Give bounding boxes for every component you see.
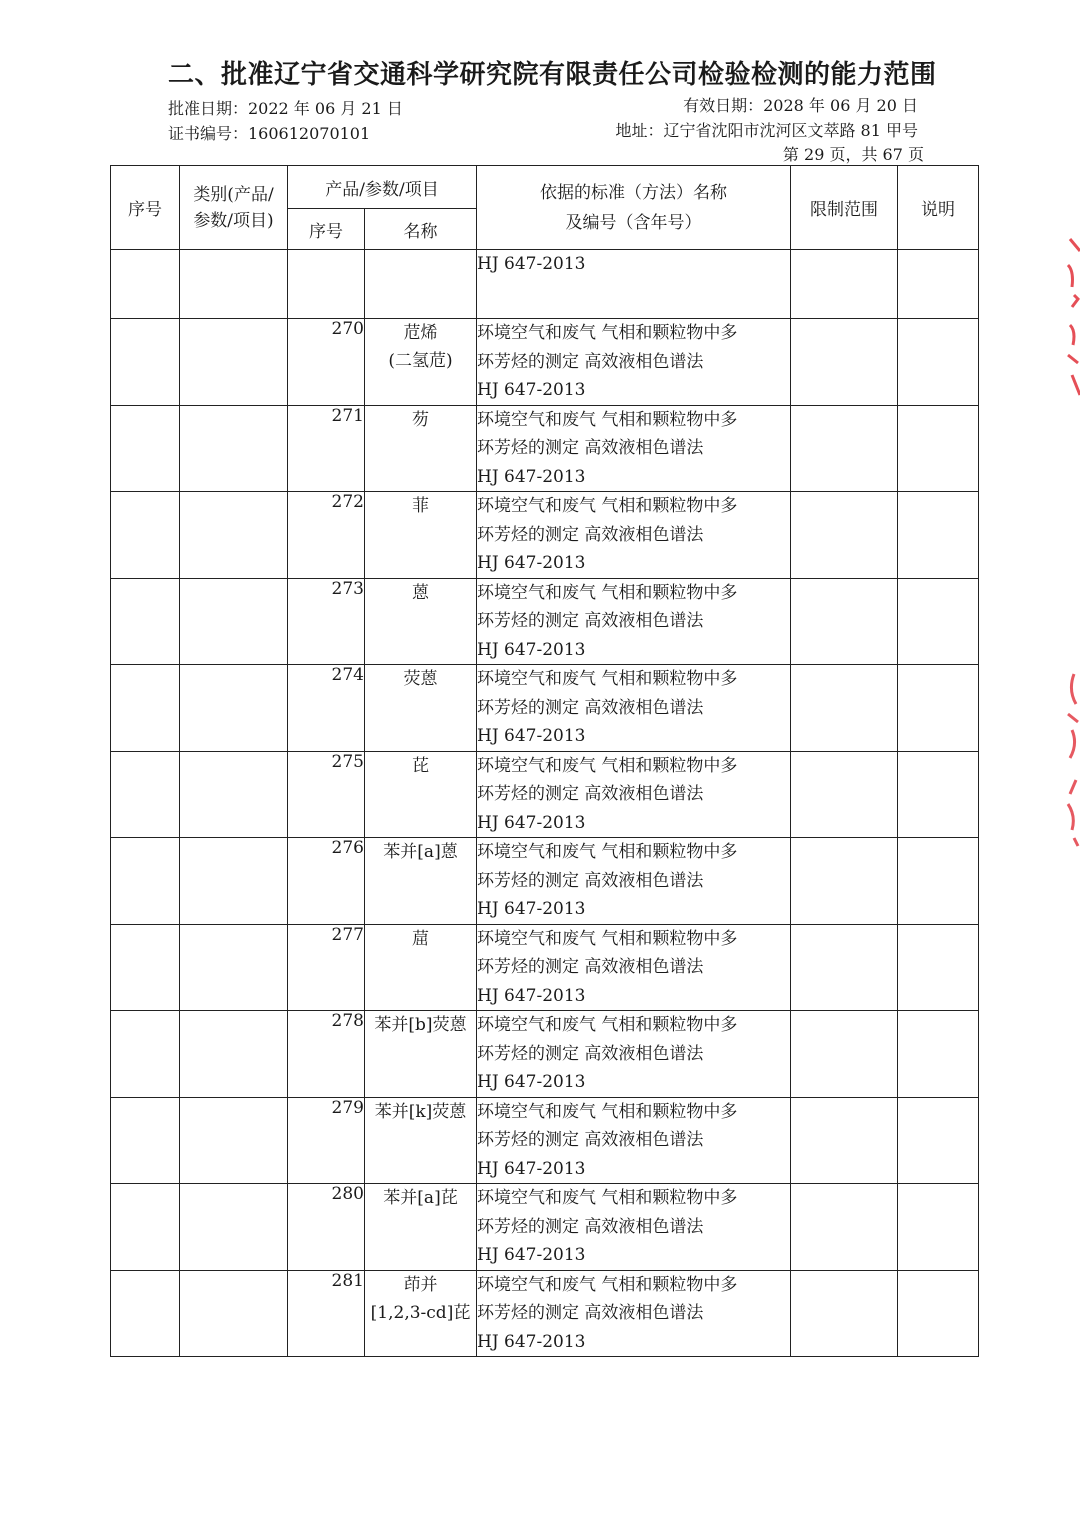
cell-sub-name: 苊烯 (二氢苊): [365, 319, 477, 406]
cell-seq: [111, 838, 180, 925]
table-row: [111, 578, 979, 665]
cell-note: [898, 1270, 979, 1357]
standard-line: 环芳烃的测定 高效液相色谱法: [477, 1130, 704, 1150]
cell-limit: [791, 405, 898, 492]
cell-category: [180, 578, 288, 665]
cell-category: [180, 405, 288, 492]
cell-seq: [111, 924, 180, 1011]
table-row: [111, 665, 979, 752]
cell-note: [898, 751, 979, 838]
standard-line: HJ 647-2013: [477, 1158, 586, 1179]
header-limit: 限制范围: [791, 166, 898, 250]
cell-standard: [477, 1011, 791, 1098]
table-body: [111, 250, 979, 1357]
standard-line: 环境空气和废气 气相和颗粒物中多: [477, 1274, 738, 1295]
cell-seq: [111, 1270, 180, 1357]
cell-standard: [477, 924, 791, 1011]
cell-sub-seq: 271: [288, 405, 365, 492]
cell-standard: [477, 665, 791, 752]
standard-line: HJ 647-2013: [477, 812, 586, 833]
standard-line: HJ 647-2013: [477, 553, 586, 573]
red-seal-fragment-bottom: [1064, 670, 1080, 850]
cell-note: [898, 319, 979, 406]
standard-line: 环境空气和废气 气相和颗粒物中多: [477, 755, 738, 776]
cell-sub-seq: 273: [288, 578, 365, 665]
cell-standard: [477, 1270, 791, 1357]
standard-line: HJ 647-2013: [477, 1072, 586, 1092]
capability-table: [110, 165, 979, 1357]
cell-sub-seq: 278: [288, 1011, 365, 1098]
standard-line: HJ 647-2013: [477, 1331, 586, 1352]
header-sub-seq: 序号: [288, 209, 365, 250]
standard-line: HJ 647-2013: [477, 466, 586, 487]
table-row: [111, 838, 979, 925]
standard-line: 环芳烃的测定 高效液相色谱法: [477, 697, 704, 718]
cell-standard: [477, 492, 791, 579]
standard-line: 环芳烃的测定 高效液相色谱法: [477, 438, 704, 458]
standard-line: 环芳烃的测定 高效液相色谱法: [477, 1303, 704, 1323]
cell-sub-name: 苯并[a]蒽: [365, 838, 477, 925]
certificate-number: 证书编号：160612070101: [168, 124, 371, 143]
cell-seq: [111, 1011, 180, 1098]
cell-category: [180, 1011, 288, 1098]
cell-sub-seq: 281: [288, 1270, 365, 1357]
cell-limit: [791, 1270, 898, 1357]
standard-line: 环境空气和废气 气相和颗粒物中多: [477, 928, 738, 949]
table-row: [111, 1184, 979, 1271]
cell-sub-seq: 275: [288, 751, 365, 838]
standard-line: 环芳烃的测定 高效液相色谱法: [477, 1043, 704, 1064]
header-category: 类别(产品/ 参数/项目): [180, 166, 288, 250]
cell-sub-name: 荧蒽: [365, 665, 477, 752]
cell-seq: [111, 492, 180, 579]
cell-sub-seq: [288, 250, 365, 319]
cell-category: [180, 1184, 288, 1271]
standard-line: 环芳烃的测定 高效液相色谱法: [477, 870, 704, 891]
standard-line: 环境空气和废气 气相和颗粒物中多: [477, 1015, 738, 1035]
standard-line: 环境空气和废气 气相和颗粒物中多: [477, 409, 738, 430]
cell-limit: [791, 1184, 898, 1271]
table-header-row: [111, 166, 979, 209]
cell-sub-seq: 274: [288, 665, 365, 752]
cell-category: [180, 924, 288, 1011]
cell-sub-name: 蒽: [365, 578, 477, 665]
cell-sub-name: 芴: [365, 405, 477, 492]
cell-note: [898, 250, 979, 319]
cell-standard: [477, 319, 791, 406]
cell-note: [898, 665, 979, 752]
standard-line: 环芳烃的测定 高效液相色谱法: [477, 784, 704, 804]
standard-line: HJ 647-2013: [477, 639, 586, 660]
cell-sub-seq: 279: [288, 1097, 365, 1184]
cell-category: [180, 1270, 288, 1357]
cell-seq: [111, 319, 180, 406]
standard-line: 环芳烃的测定 高效液相色谱法: [477, 351, 704, 372]
header-product-group: 产品/参数/项目: [288, 166, 477, 209]
cell-category: [180, 665, 288, 752]
standard-line: 环境空气和废气 气相和颗粒物中多: [477, 1188, 738, 1208]
standard-line: HJ 647-2013: [477, 899, 586, 919]
cell-seq: [111, 1184, 180, 1271]
cell-standard: [477, 1097, 791, 1184]
table-row: [111, 751, 979, 838]
standard-line: 环芳烃的测定 高效液相色谱法: [477, 1216, 704, 1237]
cell-category: [180, 250, 288, 319]
cell-limit: [791, 1097, 898, 1184]
cell-sub-name: 茚并 [1,2,3-cd]芘: [365, 1270, 477, 1357]
cell-note: [898, 405, 979, 492]
cell-sub-name: 苯并[b]荧蒽: [365, 1011, 477, 1098]
cell-standard: [477, 405, 791, 492]
cell-limit: [791, 924, 898, 1011]
standard-line: 环境空气和废气 气相和颗粒物中多: [477, 842, 738, 862]
cell-sub-seq: 270: [288, 319, 365, 406]
cell-limit: [791, 1011, 898, 1098]
cell-category: [180, 492, 288, 579]
header-sub-name: 名称: [365, 209, 477, 250]
cell-limit: [791, 319, 898, 406]
table-row: [111, 405, 979, 492]
cell-note: [898, 924, 979, 1011]
cell-seq: [111, 250, 180, 319]
cell-standard: [477, 578, 791, 665]
standard-line: 环芳烃的测定 高效液相色谱法: [477, 524, 704, 545]
valid-date: 有效日期：2028 年 06 月 20 日: [683, 96, 918, 115]
cell-note: [898, 492, 979, 579]
header-seq: 序号: [111, 166, 180, 250]
cell-limit: [791, 250, 898, 319]
cell-seq: [111, 1097, 180, 1184]
cell-seq: [111, 405, 180, 492]
cell-category: [180, 319, 288, 406]
cell-note: [898, 1011, 979, 1098]
standard-line: HJ 647-2013: [477, 985, 586, 1006]
cell-standard: [477, 838, 791, 925]
standard-line: 环芳烃的测定 高效液相色谱法: [477, 957, 704, 977]
cell-category: [180, 751, 288, 838]
standard-line: 环芳烃的测定 高效液相色谱法: [477, 611, 704, 631]
table-row: [111, 924, 979, 1011]
standard-line: 环境空气和废气 气相和颗粒物中多: [477, 496, 738, 516]
standard-line: 环境空气和废气 气相和颗粒物中多: [477, 582, 738, 603]
cell-standard: [477, 250, 791, 319]
cell-sub-name: 菲: [365, 492, 477, 579]
table-row: [111, 319, 979, 406]
header-note: 说明: [898, 166, 979, 250]
cell-sub-name: [365, 250, 477, 319]
cell-limit: [791, 492, 898, 579]
header-standard: 依据的标准（方法）名称 及编号（含年号）: [477, 166, 791, 250]
standard-line: 环境空气和废气 气相和颗粒物中多: [477, 1101, 738, 1122]
cell-sub-name: 䓛: [365, 924, 477, 1011]
cell-sub-seq: 277: [288, 924, 365, 1011]
red-seal-fragment-top: [1064, 235, 1080, 405]
cell-limit: [791, 578, 898, 665]
cell-sub-name: 苯并[a]芘: [365, 1184, 477, 1271]
table-row: [111, 1270, 979, 1357]
cell-sub-name: 苯并[k]荧蒽: [365, 1097, 477, 1184]
cell-category: [180, 838, 288, 925]
cell-seq: [111, 751, 180, 838]
table-row: [111, 492, 979, 579]
standard-line: HJ 647-2013: [477, 1245, 586, 1265]
standard-line: HJ 647-2013: [477, 380, 586, 400]
address: 地址：辽宁省沈阳市沈河区文萃路 81 甲号: [615, 121, 918, 140]
cell-category: [180, 1097, 288, 1184]
cell-note: [898, 838, 979, 925]
standard-line: HJ 647-2013: [477, 254, 586, 274]
cell-note: [898, 578, 979, 665]
cell-limit: [791, 838, 898, 925]
cell-seq: [111, 578, 180, 665]
table-row: [111, 1011, 979, 1098]
cell-limit: [791, 665, 898, 752]
cell-standard: [477, 751, 791, 838]
page-info: 第 29 页，共 67 页: [782, 145, 924, 164]
cell-note: [898, 1097, 979, 1184]
cell-limit: [791, 751, 898, 838]
page-title: 二、批准辽宁省交通科学研究院有限责任公司检验检测的能力范围: [168, 60, 937, 90]
cell-seq: [111, 665, 180, 752]
standard-line: 环境空气和废气 气相和颗粒物中多: [477, 323, 738, 343]
standard-line: 环境空气和废气 气相和颗粒物中多: [477, 669, 738, 689]
cell-sub-seq: 280: [288, 1184, 365, 1271]
cell-sub-name: 芘: [365, 751, 477, 838]
table-row: [111, 250, 979, 319]
cell-sub-seq: 272: [288, 492, 365, 579]
cell-note: [898, 1184, 979, 1271]
standard-line: HJ 647-2013: [477, 726, 586, 746]
cell-standard: [477, 1184, 791, 1271]
cell-sub-seq: 276: [288, 838, 365, 925]
approval-date: 批准日期：2022 年 06 月 21 日: [168, 99, 403, 118]
table-row: [111, 1097, 979, 1184]
